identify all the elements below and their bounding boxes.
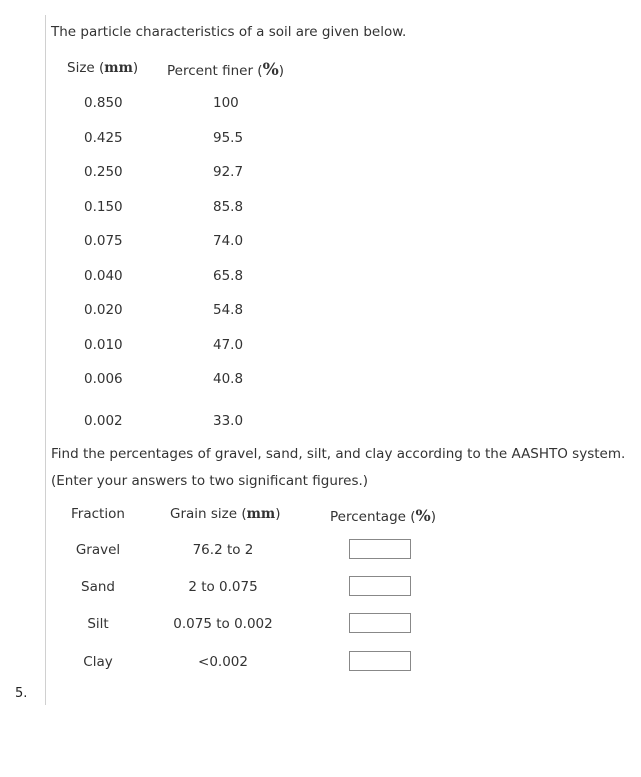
grain-size-range: 2 to 0.075 (188, 579, 258, 595)
table-row (0, 225, 641, 260)
percent-finer-column-header: Percent finer (%) (167, 60, 284, 80)
size-cell: 0.040 (84, 267, 123, 284)
size-cell: 0.010 (84, 336, 123, 353)
finer-cell: 54.8 (213, 302, 244, 318)
size-cell: 0.006 (84, 371, 123, 387)
size-cell: 0.002 (84, 413, 123, 429)
finer-cell: 65.8 (213, 267, 244, 284)
particle-table (0, 87, 641, 398)
table-row (0, 260, 641, 295)
fraction-label: Sand (81, 579, 115, 595)
sand-percentage-input[interactable] (349, 576, 411, 596)
fraction-label: Gravel (75, 542, 121, 558)
table-row (0, 87, 641, 122)
size-cell: 0.425 (84, 129, 123, 146)
size-cell: 0.075 (84, 233, 123, 249)
intro-text: The particle characteristics of a soil are given below. (51, 24, 407, 40)
fraction-label: Clay (83, 654, 113, 670)
table-row (0, 363, 641, 398)
size-cell: 0.150 (84, 198, 123, 215)
table-row (0, 156, 641, 191)
finer-cell: 92.7 (213, 164, 244, 180)
finer-cell: 40.8 (213, 371, 244, 387)
finer-cell: 74.0 (213, 233, 244, 249)
finer-cell: 100 (213, 95, 239, 111)
grain-size-range: <0.002 (198, 654, 248, 670)
silt-percentage-input[interactable] (349, 613, 411, 633)
answer-row-clay (0, 651, 641, 675)
size-cell: 0.020 (84, 302, 123, 318)
answer-row-gravel (0, 539, 641, 563)
grain-size-range: 0.075 to 0.002 (173, 616, 273, 632)
finer-cell: 47.0 (213, 336, 244, 353)
clay-percentage-input[interactable] (349, 651, 411, 671)
question-number: 5. (15, 686, 28, 701)
gravel-percentage-input[interactable] (349, 539, 411, 559)
answer-row-silt (0, 613, 641, 637)
percentage-column-header: Percentage (%) (330, 506, 436, 525)
instructions-note: (Enter your answers to two significant figures.) (51, 473, 369, 489)
grain-size-column-header: Grain size (mm) (170, 506, 281, 522)
table-row (0, 294, 641, 329)
grain-size-range: 76.2 to 2 (192, 542, 254, 558)
instructions-line: Find the percentages of gravel, sand, silt, and clay according to the AASHTO system. (51, 446, 626, 462)
finer-cell: 95.5 (213, 129, 244, 146)
table-row (0, 191, 641, 226)
size-cell: 0.850 (84, 95, 123, 111)
size-cell: 0.250 (84, 164, 123, 180)
finer-cell: 85.8 (213, 198, 244, 215)
table-row (0, 122, 641, 157)
answer-row-sand (0, 576, 641, 600)
table-row (0, 329, 641, 364)
size-column-header: Size (mm) (67, 60, 139, 76)
instructions (51, 441, 625, 495)
fraction-column-header: Fraction (71, 506, 125, 522)
finer-cell: 33.0 (213, 413, 244, 429)
fraction-label: Silt (87, 616, 109, 632)
